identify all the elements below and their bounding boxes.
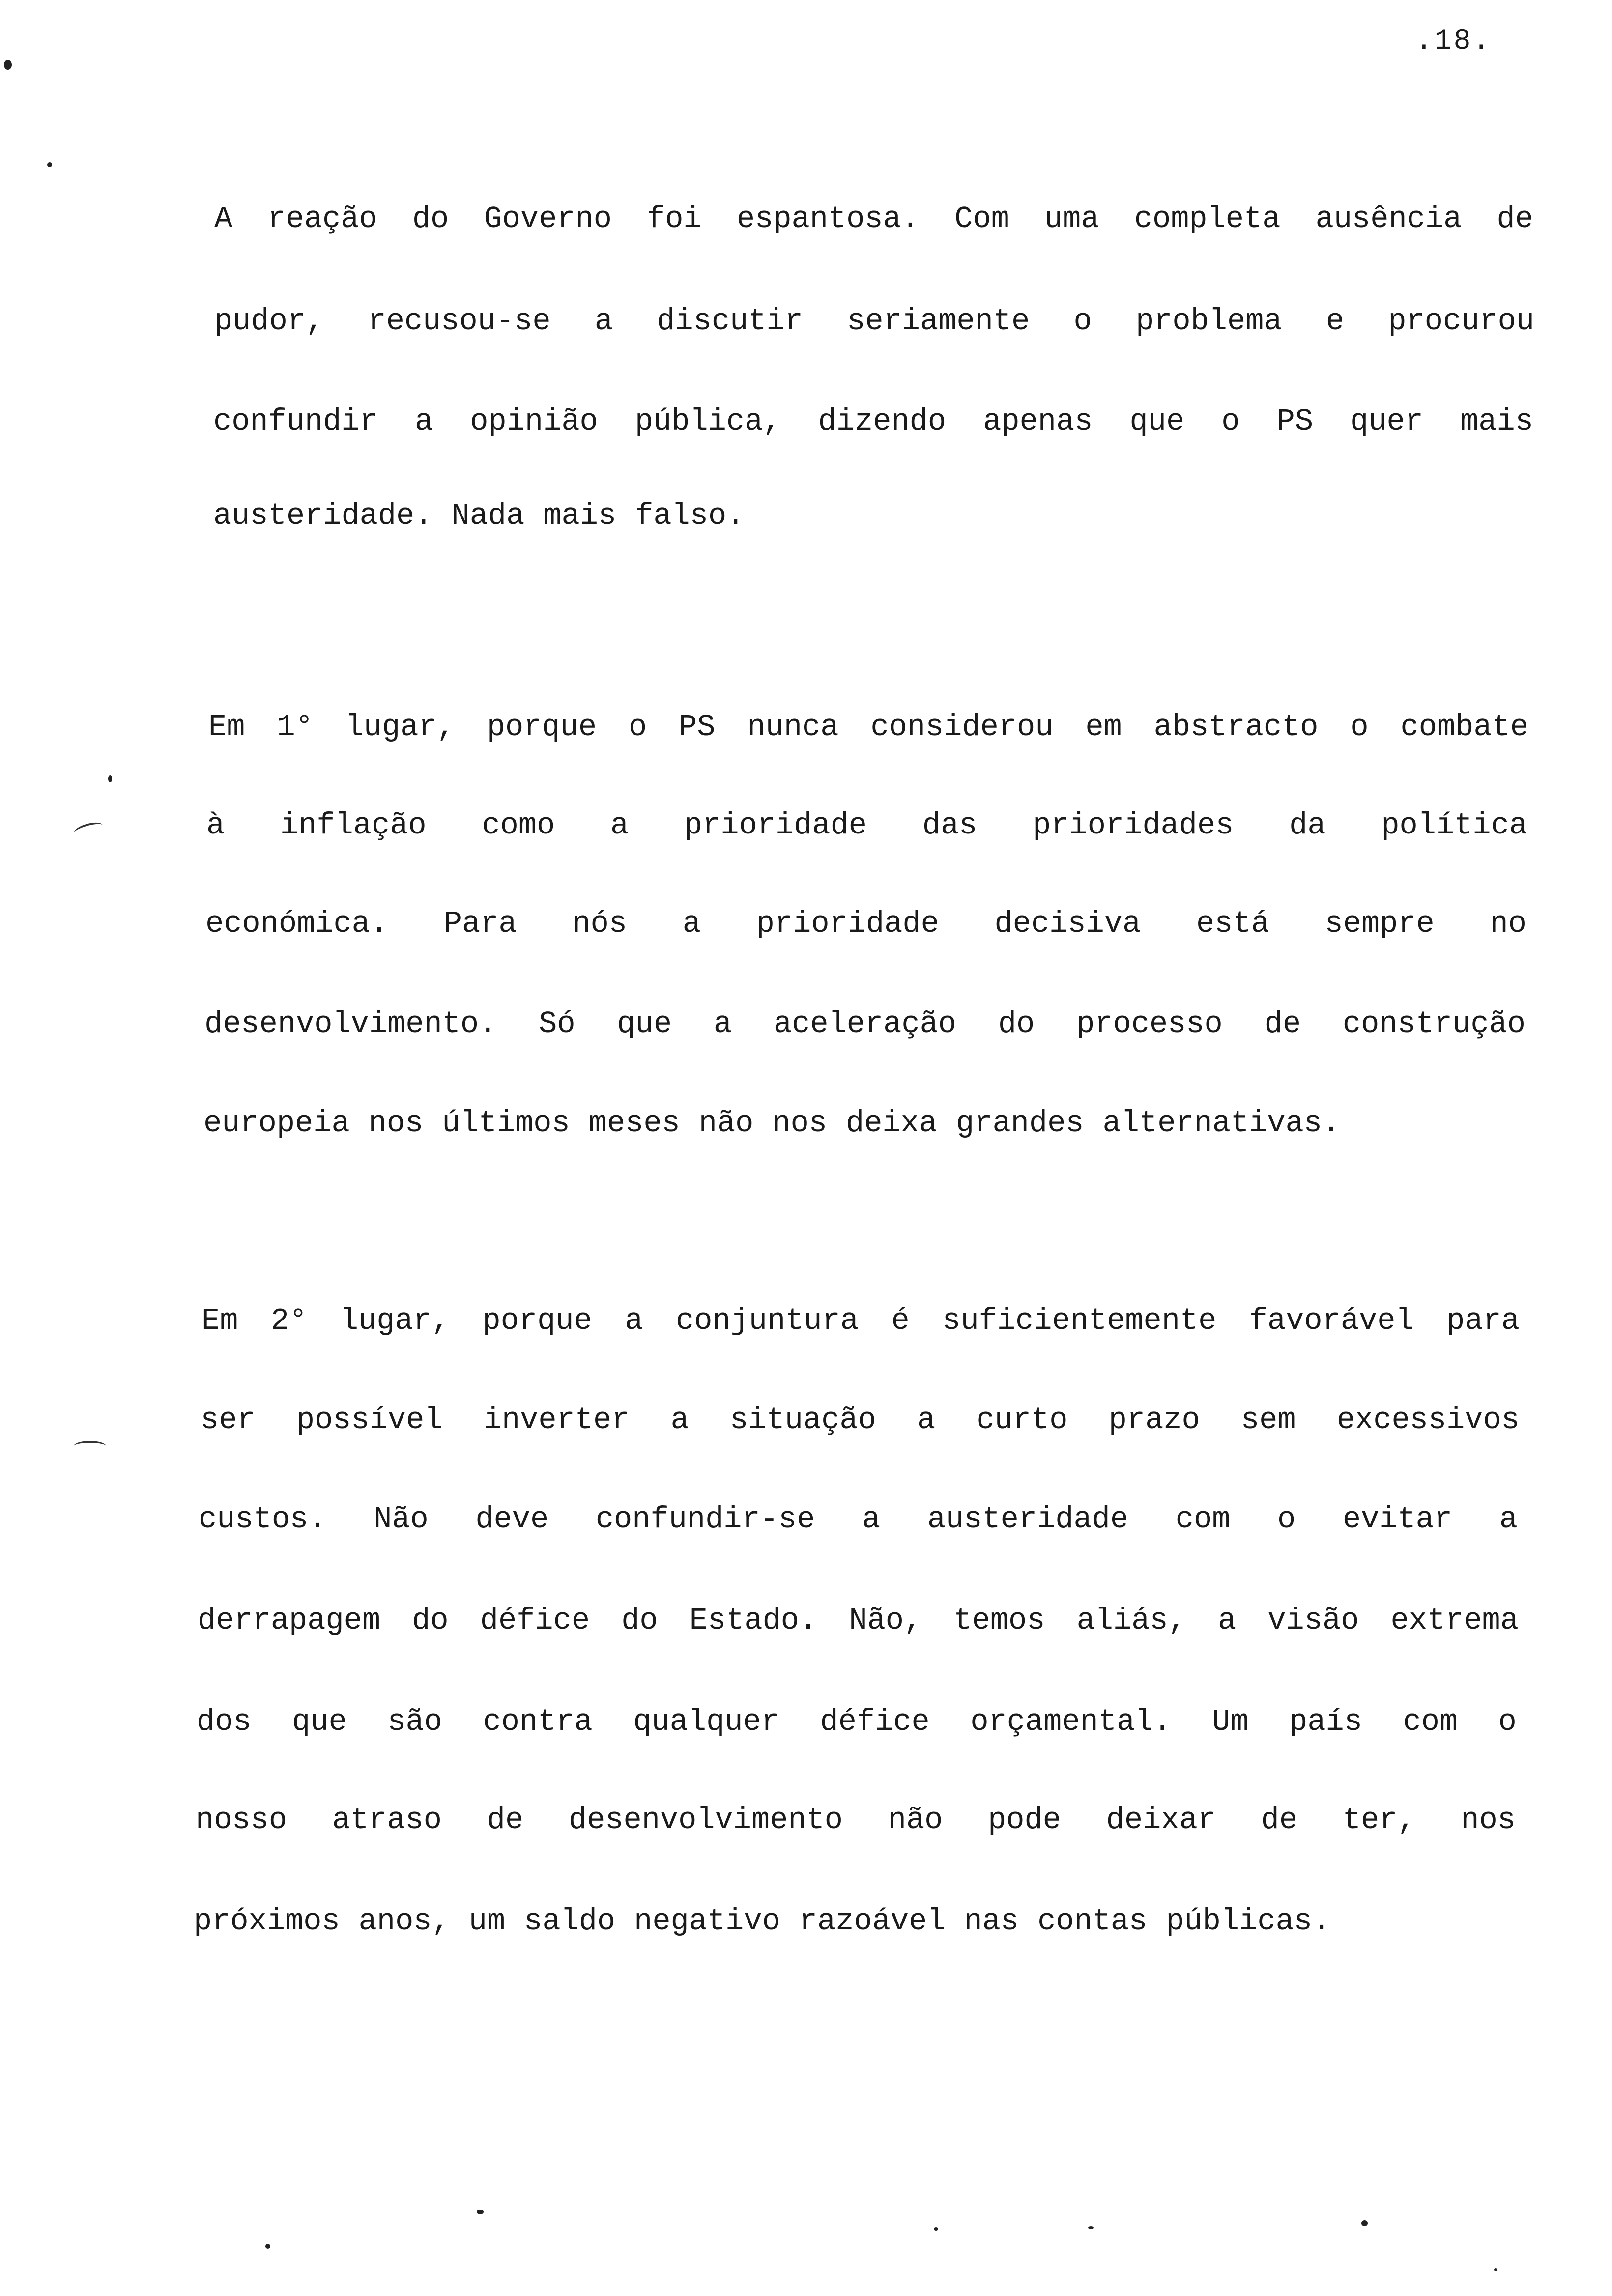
text-line: confundir a opinião pública, dizendo apenas que o PS quer mais bbox=[213, 404, 1533, 439]
page-number: .18. bbox=[1415, 26, 1492, 57]
scan-speck bbox=[1494, 2268, 1497, 2271]
text-line: derrapagem do défice do Estado. Não, temos aliás, a visão extrema bbox=[198, 1603, 1519, 1638]
text-line: Em 1° lugar, porque o PS nunca considerou em abstracto o combate bbox=[208, 710, 1528, 745]
scan-speck bbox=[4, 60, 12, 70]
scan-speck bbox=[934, 2227, 938, 2231]
text-line: dos que são contra qualquer défice orçamental. Um país com o bbox=[197, 1704, 1517, 1739]
text-line: custos. Não deve confundir-se a austeridade com o evitar a bbox=[199, 1502, 1518, 1537]
text-line: económica. Para nós a prioridade decisiva está sempre no bbox=[205, 906, 1526, 941]
text-line: à inflação como a prioridade das prioridades da política bbox=[206, 808, 1527, 843]
text-line: pudor, recusou-se a discutir seriamente o problema e procurou bbox=[214, 304, 1534, 339]
scan-speck bbox=[265, 2244, 270, 2249]
scan-mark bbox=[74, 1441, 106, 1452]
scan-mark bbox=[73, 820, 104, 838]
text-line: ser possível inverter a situação a curto prazo sem excessivos bbox=[201, 1403, 1520, 1437]
text-line: A reação do Governo foi espantosa. Com uma completa ausência de bbox=[214, 201, 1533, 236]
text-line: desenvolvimento. Só que a aceleração do processo de construção bbox=[204, 1006, 1526, 1041]
scan-speck bbox=[1361, 2220, 1368, 2226]
scan-speck bbox=[47, 162, 52, 167]
text-line: austeridade. Nada mais falso. bbox=[213, 498, 745, 533]
text-line: europeia nos últimos meses não nos deixa grandes alternativas. bbox=[203, 1106, 1341, 1141]
scan-speck bbox=[477, 2210, 484, 2214]
scan-speck bbox=[108, 775, 112, 782]
text-line: nosso atraso de desenvolvimento não pode deixar de ter, nos bbox=[196, 1803, 1516, 1837]
scan-speck bbox=[1088, 2226, 1094, 2229]
text-line: próximos anos, um saldo negativo razoável nas contas públicas. bbox=[194, 1904, 1331, 1939]
text-line: Em 2° lugar, porque a conjuntura é suficientemente favorável para bbox=[202, 1303, 1520, 1338]
